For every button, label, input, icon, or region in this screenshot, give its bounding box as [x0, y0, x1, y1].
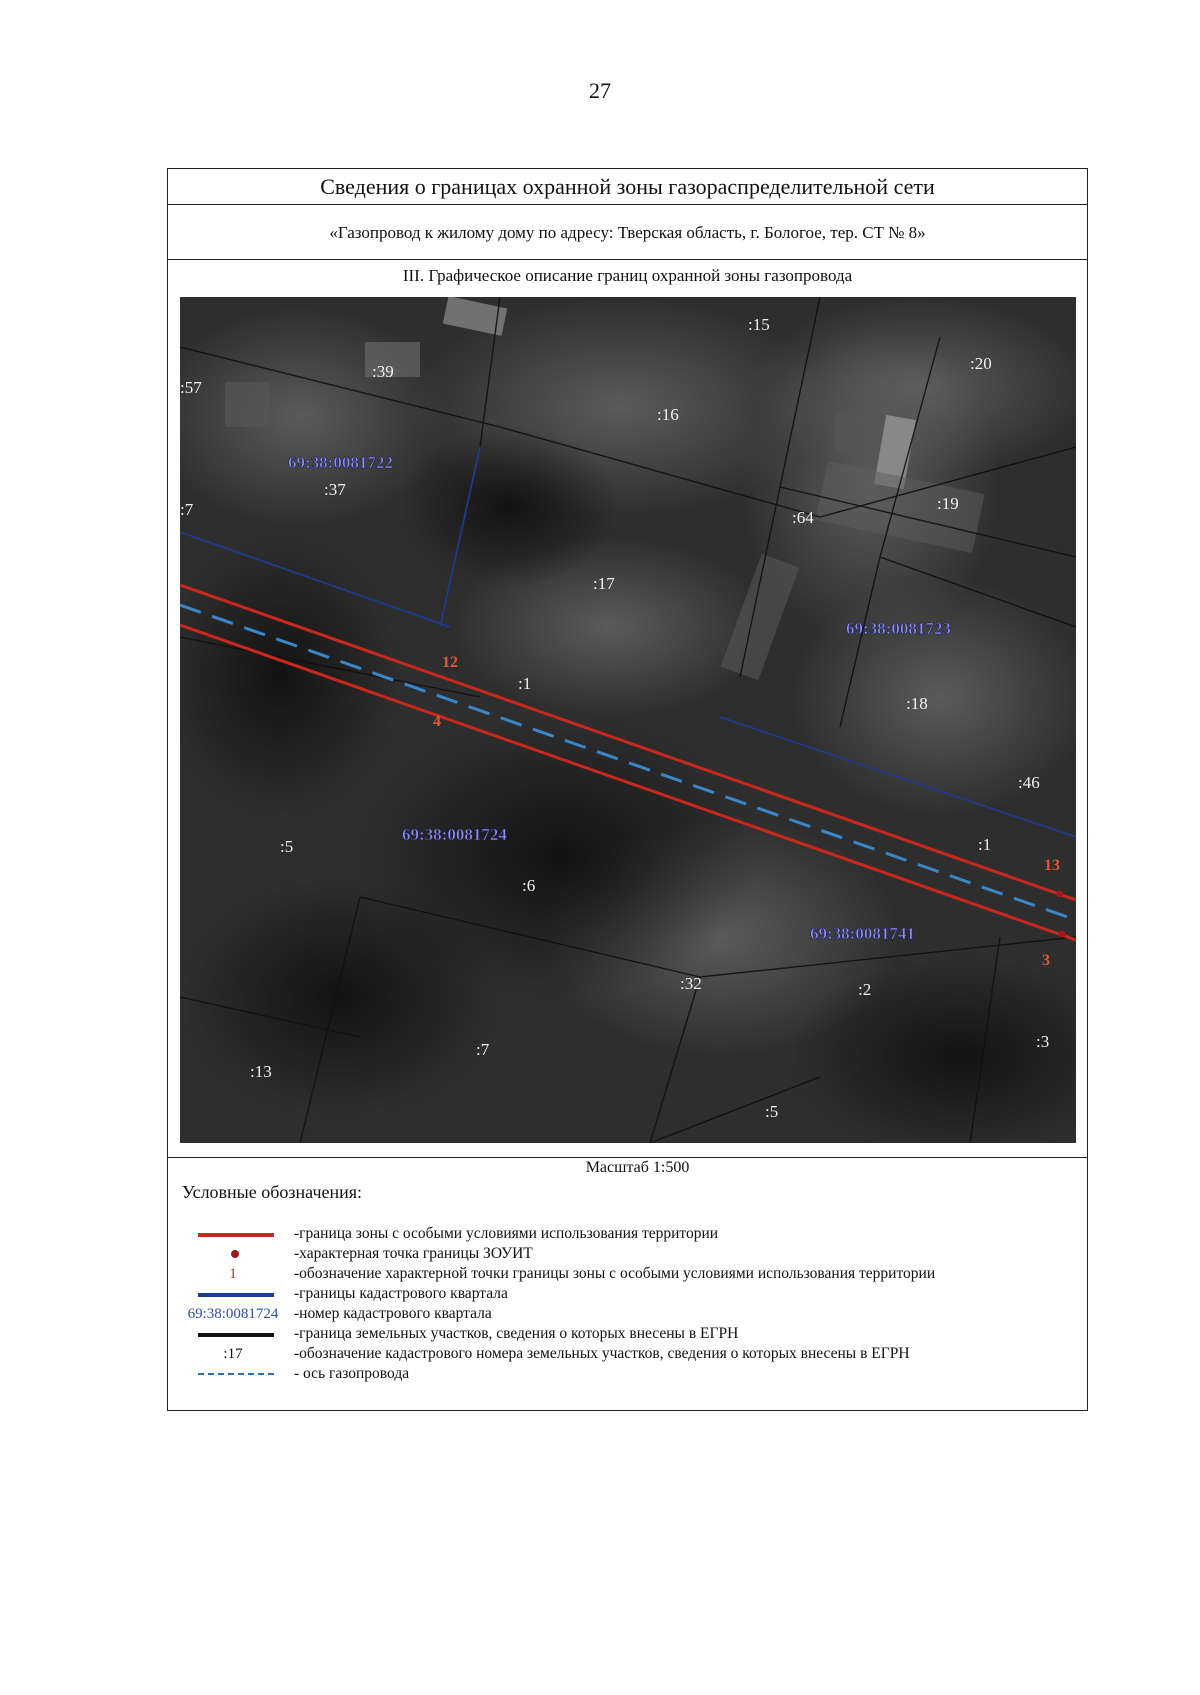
- parcel-number-symbol: :17: [223, 1346, 243, 1362]
- quarter-label: 69:38:0081722: [288, 453, 393, 472]
- legend-title: Условные обозначения:: [182, 1182, 363, 1202]
- parcel-label: :15: [748, 315, 770, 334]
- legend-item-pipeline-axis: [168, 1364, 1087, 1384]
- parcel-label: :17: [593, 574, 615, 593]
- red-dot-symbol: [231, 1250, 239, 1258]
- map-svg: [180, 297, 1076, 1143]
- parcel-label: :6: [522, 876, 536, 895]
- legend-text: -характерная точка границы ЗОУИТ: [294, 1245, 533, 1262]
- parcel-label: :3: [1036, 1032, 1050, 1051]
- parcel-label: :16: [657, 405, 679, 424]
- red-line-symbol: [198, 1233, 274, 1237]
- point-label: 4: [433, 713, 441, 730]
- parcel-label: :32: [680, 974, 702, 993]
- black-line-symbol: [198, 1333, 274, 1337]
- legend-text: - ось газопровода: [294, 1365, 410, 1382]
- parcel-label: :64: [792, 508, 814, 527]
- parcel-label: :20: [970, 354, 992, 373]
- parcel-label: :46: [1018, 773, 1040, 792]
- zone-point-13: [1057, 891, 1064, 898]
- quarter-number-symbol: 69:38:0081724: [187, 1306, 279, 1322]
- legend-item-zone-point: [168, 1244, 1087, 1264]
- page-number: 27: [589, 78, 611, 103]
- point-label: 3: [1042, 952, 1050, 969]
- dashed-line-symbol: [198, 1373, 274, 1375]
- document-title: Сведения о границах охранной зоны газораспределительной сети: [168, 169, 1087, 205]
- document-frame: [167, 168, 1088, 1411]
- parcel-label: :13: [250, 1062, 272, 1081]
- point-label: 13: [1044, 857, 1060, 874]
- blue-line-symbol: [198, 1293, 274, 1297]
- parcel-label: :1: [518, 674, 532, 693]
- legend-text: -границы кадастрового квартала: [294, 1285, 508, 1302]
- parcel-label: :7: [476, 1040, 490, 1059]
- legend-item-point-number: [168, 1264, 1087, 1284]
- parcel-label: :39: [372, 362, 394, 381]
- aerial-photo-background: [180, 297, 1076, 1143]
- legend-text: -номер кадастрового квартала: [294, 1305, 492, 1322]
- legend-item-quarter-number: [168, 1304, 1087, 1324]
- quarter-label: 69:38:0081723: [846, 619, 951, 638]
- map-scale: Масштаб 1:500: [585, 1159, 690, 1176]
- parcel-label: :18: [906, 694, 928, 713]
- quarter-label: 69:38:0081724: [402, 825, 507, 844]
- parcel-label: :5: [280, 837, 294, 856]
- legend-text: -обозначение характерной точки границы зоны с особыми условиями использования территории: [294, 1265, 936, 1282]
- parcel-label: :57: [180, 378, 202, 397]
- parcel-label: :2: [858, 980, 872, 999]
- legend-item-quarter-boundary: [168, 1284, 1087, 1304]
- zone-point-3: [1059, 931, 1066, 938]
- parcel-label: :19: [937, 494, 959, 513]
- legend-text: -граница зоны с особыми условиями использования территории: [294, 1225, 719, 1242]
- legend-text: -граница земельных участков, сведения о которых внесены в ЕГРН: [294, 1325, 739, 1342]
- legend-text: -обозначение кадастрового номера земельных участков, сведения о которых внесены в ЕГРН: [294, 1345, 910, 1362]
- cadastral-map: [180, 297, 1076, 1143]
- parcel-label: :37: [324, 480, 346, 499]
- section-title: III. Графическое описание границ охранной зоны газопровода: [402, 266, 853, 285]
- legend-item-parcel-number: [168, 1344, 1087, 1364]
- parcel-label: :5: [765, 1102, 779, 1121]
- quarter-label: 69:38:0081741: [810, 924, 915, 943]
- point-label: 12: [442, 654, 458, 671]
- legend-item-parcel-boundary: [168, 1324, 1087, 1344]
- document-subtitle: «Газопровод к жилому дому по адресу: Тверская область, г. Бологое, тер. СТ № 8»: [168, 205, 1087, 260]
- legend-item-zone-boundary: [168, 1224, 1087, 1244]
- parcel-label: :1: [978, 835, 992, 854]
- point-number-symbol: 1: [229, 1266, 237, 1282]
- parcel-label: :7: [180, 500, 194, 519]
- map-divider: [168, 1157, 1087, 1158]
